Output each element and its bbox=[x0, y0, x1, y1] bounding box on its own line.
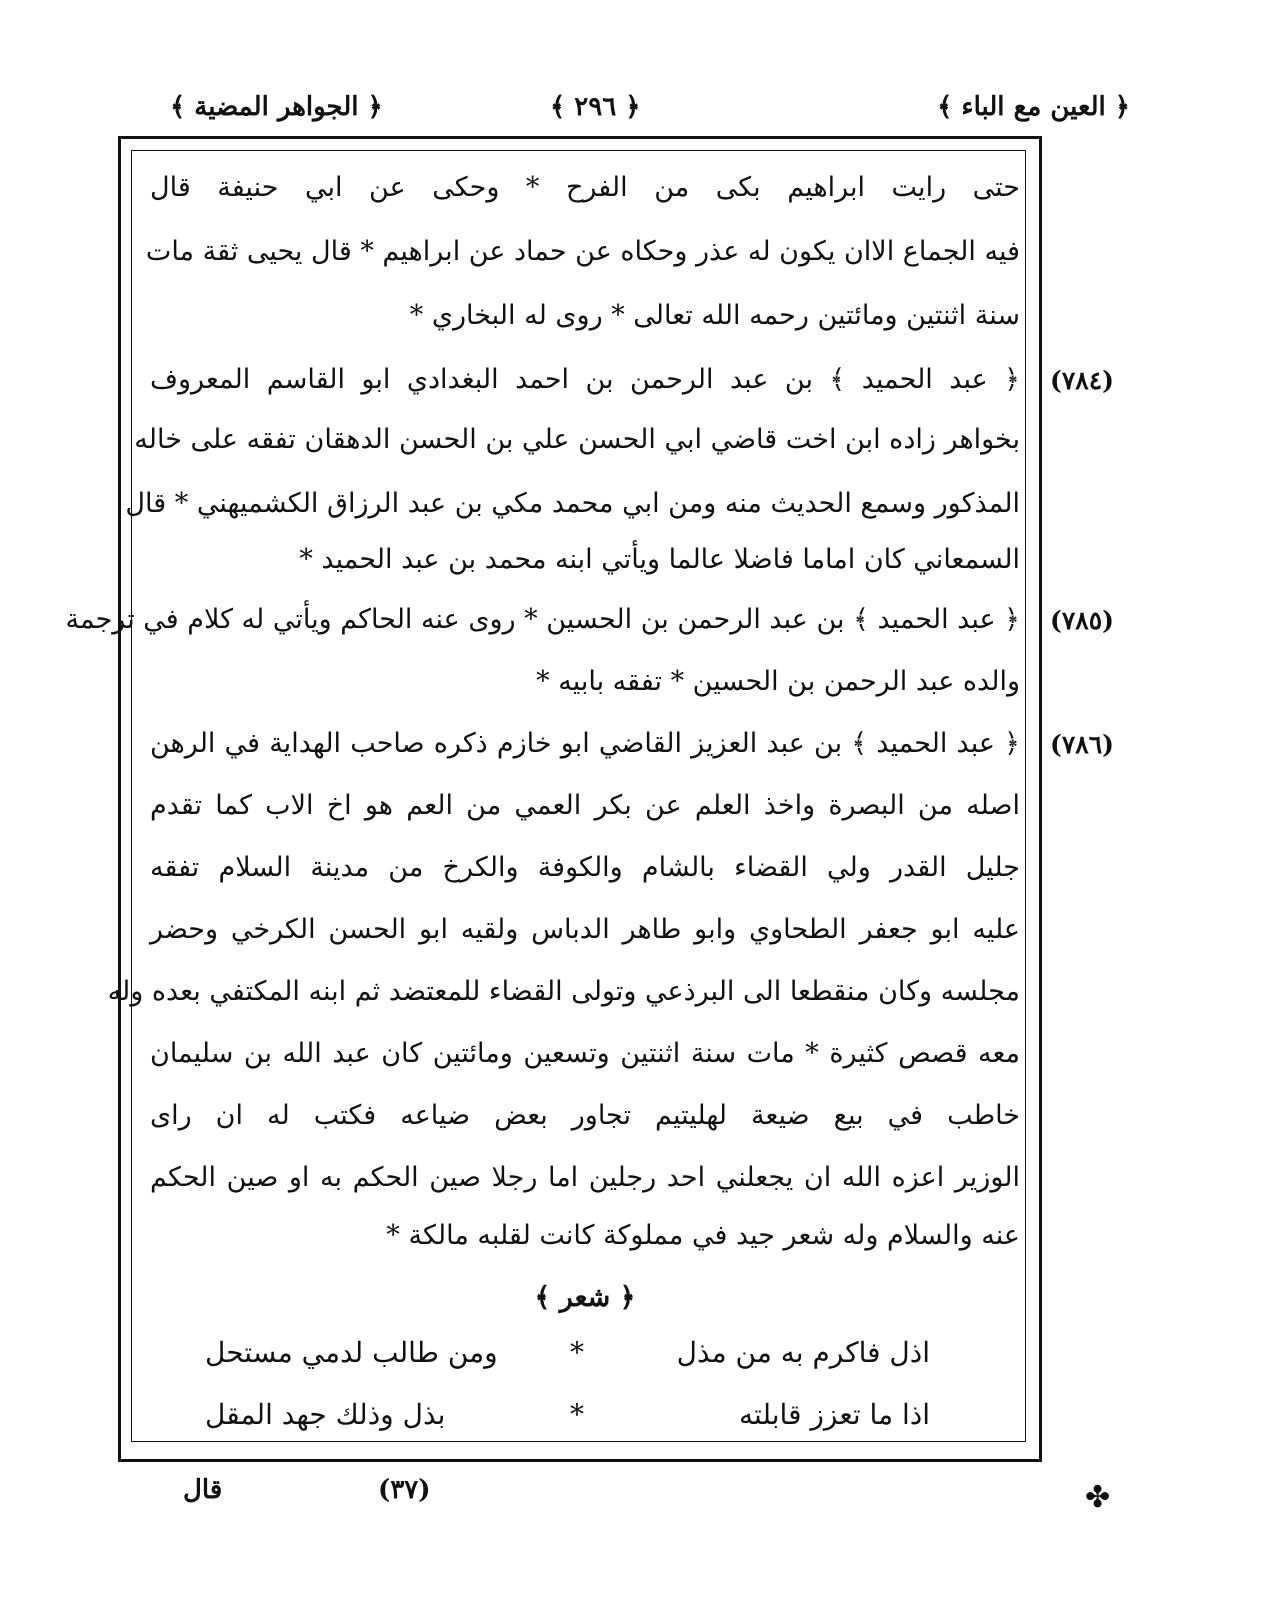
text-line: اصله من البصرة واخذ العلم عن بكر العمي من العم هو اخ الاب كما تقدم bbox=[150, 790, 1020, 821]
text-line: الوزير اعزه الله ان يجعلني احد رجلين اما رجلا صين الحكم به او صين الحكم bbox=[150, 1162, 1020, 1193]
text-line: خاطب في بيع ضيعة لهليتيم تجاور بعض ضياعه فكتب له ان راى bbox=[150, 1100, 1020, 1131]
ornament-icon: ✤ bbox=[1085, 1480, 1111, 1515]
entry-number: (٧٨٥) bbox=[1050, 606, 1114, 635]
poem-heading: ﴿ شعر ﴾ bbox=[534, 1282, 636, 1313]
text-line: عنه والسلام وله شعر جيد في مملوكة كانت لقلبه مالكة * bbox=[386, 1220, 1020, 1251]
entry-number: (٧٨٤) bbox=[1050, 366, 1114, 395]
entry-heading-line: ﴿ عبد الحميد ﴾ بن عبد الرحمن بن الحسين * روى عنه الحاكم ويأتي له كلام في ترجمة bbox=[65, 604, 1020, 635]
poem-separator: * bbox=[570, 1336, 584, 1369]
text-line: جليل القدر ولي القضاء بالشام والكوفة والكرخ من مدينة السلام تفقه bbox=[150, 852, 1020, 883]
text-line: بخواهر زاده ابن اخت قاضي ابي الحسن علي بن الحسن الدهقان تفقه على خاله bbox=[134, 424, 1020, 455]
book-title: ﴿ الجواهر المضية ﴾ bbox=[170, 92, 383, 122]
gathering-signature: (٣٧) bbox=[378, 1475, 431, 1505]
text-line: مجلسه وكان منقطعا الى البرذعي وتولى القضاء للمعتضد ثم ابنه المكتفي بعده وله bbox=[107, 976, 1020, 1007]
entry-number: (٧٨٦) bbox=[1050, 730, 1114, 759]
poem-separator: * bbox=[570, 1398, 584, 1431]
text-line: فيه الجماع الاان يكون له عذر وحكاه عن حماد عن ابراهيم * قال يحيى ثقة مات bbox=[145, 236, 1020, 267]
poem-hemistich: بذل وذلك جهد المقل bbox=[205, 1398, 446, 1431]
poem-hemistich: اذا ما تعزز قابلته bbox=[739, 1398, 930, 1431]
text-line: والده عبد الرحمن بن الحسين * تفقه بابيه * bbox=[536, 666, 1020, 697]
entry-heading-line: ﴿ عبد الحميد ﴾ بن عبد العزيز القاضي ابو خازم ذكره صاحب الهداية في الرهن bbox=[150, 728, 1020, 759]
page-number: ﴿ ٢٩٦ ﴾ bbox=[550, 92, 641, 122]
running-header bbox=[130, 92, 1130, 132]
text-line: عليه ابو جعفر الطحاوي وابو طاهر الدباس ولقيه ابو الحسن الكرخي وحضر bbox=[150, 914, 1020, 945]
text-line: المذكور وسمع الحديث منه ومن ابي محمد مكي بن عبد الرزاق الكشميهني * قال bbox=[125, 488, 1020, 519]
poem-hemistich: اذل فاكرم به من مذل bbox=[676, 1336, 930, 1369]
text-line: حتى رايت ابراهيم بكى من الفرح * وحكى عن ابي حنيفة قال bbox=[150, 172, 1020, 203]
text-line: سنة اثنتين ومائتين رحمه الله تعالى * روى له البخاري * bbox=[409, 300, 1020, 331]
text-line: السمعاني كان اماما فاضلا عالما ويأتي ابنه محمد بن عبد الحميد * bbox=[299, 544, 1020, 575]
entry-heading-line: ﴿ عبد الحميد ﴾ بن عبد الرحمن بن احمد البغدادي ابو القاسم المعروف bbox=[150, 364, 1020, 395]
chapter-title: ﴿ العين مع الباء ﴾ bbox=[937, 92, 1130, 122]
catchword: قال bbox=[183, 1475, 223, 1505]
poem-hemistich: ومن طالب لدمي مستحل bbox=[205, 1336, 498, 1369]
text-line: معه قصص كثيرة * مات سنة اثنتين وتسعين ومائتين كان عبد الله بن سليمان bbox=[150, 1038, 1020, 1069]
